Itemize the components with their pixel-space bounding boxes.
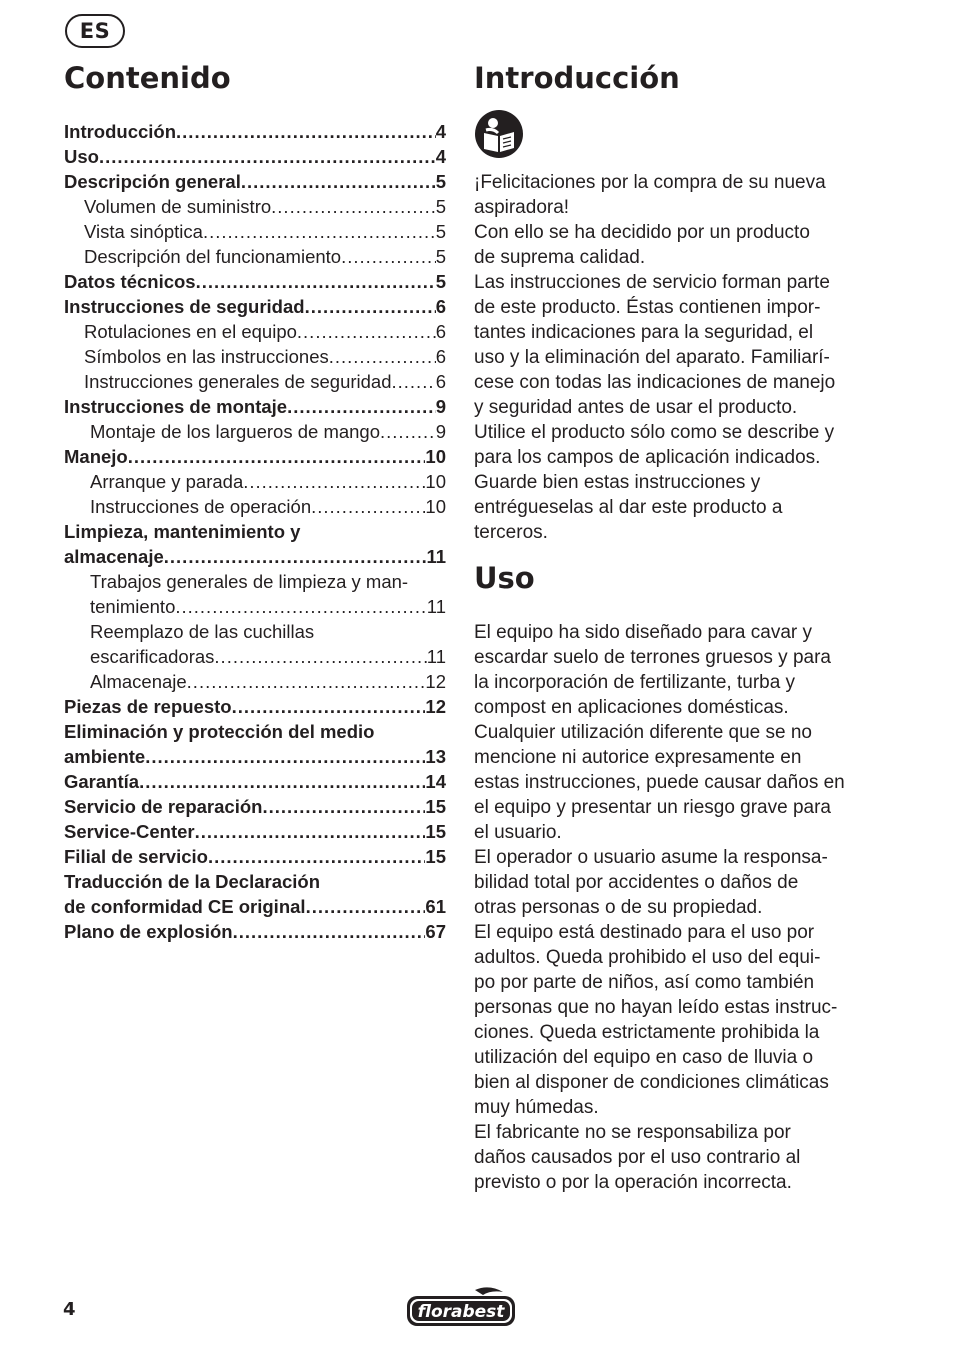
language-badge: ES <box>65 14 125 48</box>
toc-entry-page: 11 <box>426 546 446 567</box>
toc-entry <box>64 869 446 894</box>
uso-text-line: previsto o por la operación incorrecta. <box>474 1172 792 1193</box>
intro-text-line: aspiradora! <box>474 197 570 218</box>
toc-leader-dots <box>164 544 427 569</box>
toc-entry-page: 5 <box>435 246 446 267</box>
toc-entry-page: 14 <box>425 771 446 792</box>
toc-entry-label: Instrucciones generales de seguridad <box>84 371 392 392</box>
uso-text-line: utilización del equipo en caso de lluvia o <box>474 1047 814 1068</box>
toc-entry <box>64 669 446 694</box>
toc-leader-dots <box>233 919 426 944</box>
toc-leader-dots <box>305 294 436 319</box>
toc-leader-dots <box>99 144 436 169</box>
toc-leader-dots <box>241 169 436 194</box>
toc-entry-page: 15 <box>425 846 446 867</box>
toc-leader-dots <box>187 669 426 694</box>
toc-entry <box>64 694 446 719</box>
intro-text-line: uso y la eliminación del aparato. Familiarí- <box>474 347 830 368</box>
toc-entry-page: 5 <box>435 196 446 217</box>
toc-entry-label: de conformidad CE original <box>64 896 306 917</box>
toc-entry-page: 6 <box>435 321 446 342</box>
toc-entry-label: Instrucciones de seguridad <box>64 296 305 317</box>
intro-text-line: ¡Felicitaciones por la compra de su nueva <box>474 172 826 193</box>
intro-text-line: terceros. <box>474 522 548 543</box>
toc-entry-label: Trabajos generales de limpieza y man- <box>90 571 409 592</box>
toc-leader-dots <box>271 194 436 219</box>
toc-entry <box>64 369 446 394</box>
toc-entry <box>64 419 446 444</box>
toc-entry-label: Garantía <box>64 771 140 792</box>
toc-entry-page: 12 <box>425 696 446 717</box>
toc-leader-dots <box>311 494 425 519</box>
toc-entry <box>64 744 446 769</box>
toc-leader-dots <box>329 344 436 369</box>
toc-leader-dots <box>128 444 426 469</box>
toc-leader-dots <box>196 269 436 294</box>
intro-text-line: tantes indicaciones para la seguridad, el <box>474 322 814 343</box>
toc-entry <box>64 169 446 194</box>
table-of-contents <box>64 119 446 944</box>
toc-entry-page: 10 <box>425 471 446 492</box>
toc-leader-dots <box>287 394 436 419</box>
toc-entry <box>64 844 446 869</box>
uso-text-line: la incorporación de fertilizante, turba y <box>474 672 796 693</box>
uso-text-line: muy húmedas. <box>474 1097 599 1118</box>
toc-entry-label: Reemplazo de las cuchillas <box>90 621 315 642</box>
toc-entry <box>64 319 446 344</box>
toc-entry-label: Arranque y parada <box>90 471 244 492</box>
toc-entry-page: 15 <box>425 796 446 817</box>
toc-entry <box>64 794 446 819</box>
toc-entry-page: 10 <box>425 496 446 517</box>
intro-text-line: cese con todas las indicaciones de manejo <box>474 372 836 393</box>
toc-entry-label: Servicio de reparación <box>64 796 263 817</box>
toc-entry-label: Descripción general <box>64 171 241 192</box>
toc-entry-label: Símbolos en las instrucciones <box>84 346 329 367</box>
toc-entry-page: 6 <box>435 346 446 367</box>
toc-entry-page: 12 <box>425 671 446 692</box>
toc-entry-label: Filial de servicio <box>64 846 208 867</box>
book-reader-icon <box>474 109 524 159</box>
toc-entry-label: ambiente <box>64 746 146 767</box>
toc-entry-label: Eliminación y protección del medio <box>64 721 375 742</box>
toc-leader-dots <box>262 794 425 819</box>
toc-entry-page: 15 <box>425 821 446 842</box>
page-number: 4 <box>63 1299 76 1320</box>
toc-entry-page: 6 <box>435 371 446 392</box>
toc-entry-label: Instrucciones de operación <box>90 496 312 517</box>
uso-text-line: el equipo y presentar un riesgo grave para <box>474 797 832 818</box>
toc-entry <box>64 769 446 794</box>
uso-text-line: compost en aplicaciones domésticas. <box>474 697 789 718</box>
toc-entry-page: 9 <box>435 421 446 442</box>
toc-leader-dots <box>203 219 436 244</box>
toc-leader-dots <box>176 119 436 144</box>
uso-text-line: Cualquier utilización diferente que se no <box>474 722 812 743</box>
toc-entry-page: 5 <box>435 171 446 192</box>
toc-entry-page: 5 <box>435 271 446 292</box>
toc-entry-label: Descripción del funcionamiento <box>84 246 342 267</box>
toc-leader-dots <box>243 469 425 494</box>
toc-entry <box>64 244 446 269</box>
uso-text-line: El equipo está destinado para el uso por <box>474 922 815 943</box>
toc-entry <box>64 619 446 644</box>
toc-entry <box>64 269 446 294</box>
intro-text-line: Con ello se ha decidido por un producto <box>474 222 810 243</box>
intro-text-line: Guarde bien estas instrucciones y <box>474 472 761 493</box>
toc-entry-page: 10 <box>425 446 446 467</box>
toc-entry <box>64 344 446 369</box>
toc-entry <box>64 144 446 169</box>
toc-entry <box>64 394 446 419</box>
toc-entry-page: 6 <box>435 296 446 317</box>
toc-entry-label: Plano de explosión <box>64 921 233 942</box>
toc-leader-dots <box>297 319 436 344</box>
toc-entry-label: Vista sinóptica <box>84 221 203 242</box>
intro-text-line: para los campos de aplicación indicados. <box>474 447 821 468</box>
toc-leader-dots <box>139 769 425 794</box>
toc-leader-dots <box>195 819 426 844</box>
intro-text-line: de este producto. Éstas contienen impor- <box>474 297 821 318</box>
intro-title: Introducción <box>474 61 680 95</box>
intro-text-line: Las instrucciones de servicio forman parte <box>474 272 830 293</box>
toc-entry <box>64 719 446 744</box>
toc-entry <box>64 894 446 919</box>
toc-entry-label: Montaje de los largueros de mango <box>90 421 381 442</box>
toc-entry-label: tenimiento <box>90 596 176 617</box>
intro-text-line: Utilice el producto sólo como se describe y <box>474 422 835 443</box>
uso-text-line: personas que no hayan leído estas instruc- <box>474 997 838 1018</box>
toc-entry-page: 67 <box>425 921 446 942</box>
uso-text-line: daños causados por el uso contrario al <box>474 1147 801 1168</box>
uso-text-line: mencione ni autorice expresamente en <box>474 747 802 768</box>
toc-entry-label: Rotulaciones en el equipo <box>84 321 297 342</box>
toc-entry-page: 9 <box>435 396 446 417</box>
uso-text-line: bien al disponer de condiciones climáticas <box>474 1072 829 1093</box>
toc-leader-dots <box>208 844 425 869</box>
toc-entry <box>64 644 446 669</box>
uso-text-line: po por parte de niños, así como también <box>474 972 815 993</box>
intro-text-line: y seguridad antes de usar el producto. <box>474 397 798 418</box>
uso-text-line: adultos. Queda prohibido el uso del equi- <box>474 947 821 968</box>
toc-entry-label: escarificadoras <box>90 646 215 667</box>
toc-entry-page: 5 <box>435 221 446 242</box>
toc-entry-label: Service-Center <box>64 821 195 842</box>
uso-body <box>474 620 860 1195</box>
toc-leader-dots <box>341 244 436 269</box>
toc-entry-page: 11 <box>426 646 446 667</box>
toc-entry-label: Introducción <box>64 121 177 142</box>
toc-leader-dots <box>380 419 436 444</box>
toc-entry <box>64 469 446 494</box>
logo-text: florabest <box>417 1302 505 1322</box>
toc-entry-page: 13 <box>425 746 446 767</box>
toc-entry-page: 4 <box>435 146 446 167</box>
toc-entry <box>64 444 446 469</box>
intro-text-line: de suprema calidad. <box>474 247 646 268</box>
florabest-logo <box>405 1286 517 1328</box>
toc-entry-label: almacenaje <box>64 546 164 567</box>
toc-entry-label: Limpieza, mantenimiento y <box>64 521 301 542</box>
toc-entry-label: Piezas de repuesto <box>64 696 232 717</box>
uso-text-line: el usuario. <box>474 822 562 843</box>
toc-entry-label: Almacenaje <box>90 671 187 692</box>
uso-text-line: escardar suelo de terrones gruesos y para <box>474 647 831 668</box>
intro-body <box>474 170 860 545</box>
uso-title: Uso <box>474 561 535 595</box>
uso-text-line: ciones. Queda estrictamente prohibida la <box>474 1022 820 1043</box>
uso-text-line: estas instrucciones, puede causar daños en <box>474 772 845 793</box>
toc-entry <box>64 219 446 244</box>
toc-entry <box>64 544 446 569</box>
toc-entry-label: Manejo <box>64 446 128 467</box>
uso-text-line: otras personas o de su propiedad. <box>474 897 763 918</box>
toc-leader-dots <box>175 594 426 619</box>
toc-entry-page: 11 <box>426 596 446 617</box>
toc-title: Contenido <box>64 61 231 95</box>
uso-text-line: bilidad total por accidentes o daños de <box>474 872 799 893</box>
toc-entry <box>64 194 446 219</box>
toc-entry <box>64 119 446 144</box>
toc-leader-dots <box>214 644 426 669</box>
toc-entry <box>64 494 446 519</box>
toc-entry-label: Traducción de la Declaración <box>64 871 321 892</box>
uso-text-line: El operador o usuario asume la responsa- <box>474 847 828 868</box>
toc-leader-dots <box>306 894 426 919</box>
toc-entry-label: Instrucciones de montaje <box>64 396 288 417</box>
toc-entry <box>64 819 446 844</box>
toc-leader-dots <box>392 369 436 394</box>
toc-entry <box>64 594 446 619</box>
toc-entry <box>64 919 446 944</box>
uso-text-line: El equipo ha sido diseñado para cavar y <box>474 622 813 643</box>
uso-text-line: El fabricante no se responsabiliza por <box>474 1122 791 1143</box>
toc-entry-page: 61 <box>425 896 446 917</box>
toc-leader-dots <box>232 694 426 719</box>
toc-entry <box>64 519 446 544</box>
toc-entry-label: Volumen de suministro <box>84 196 272 217</box>
toc-entry <box>64 294 446 319</box>
toc-entry-page: 4 <box>435 121 446 142</box>
intro-text-line: entrégueselas al dar este producto a <box>474 497 783 518</box>
toc-entry-label: Datos técnicos <box>64 271 196 292</box>
toc-entry-label: Uso <box>64 146 99 167</box>
toc-leader-dots <box>145 744 425 769</box>
toc-entry <box>64 569 446 594</box>
